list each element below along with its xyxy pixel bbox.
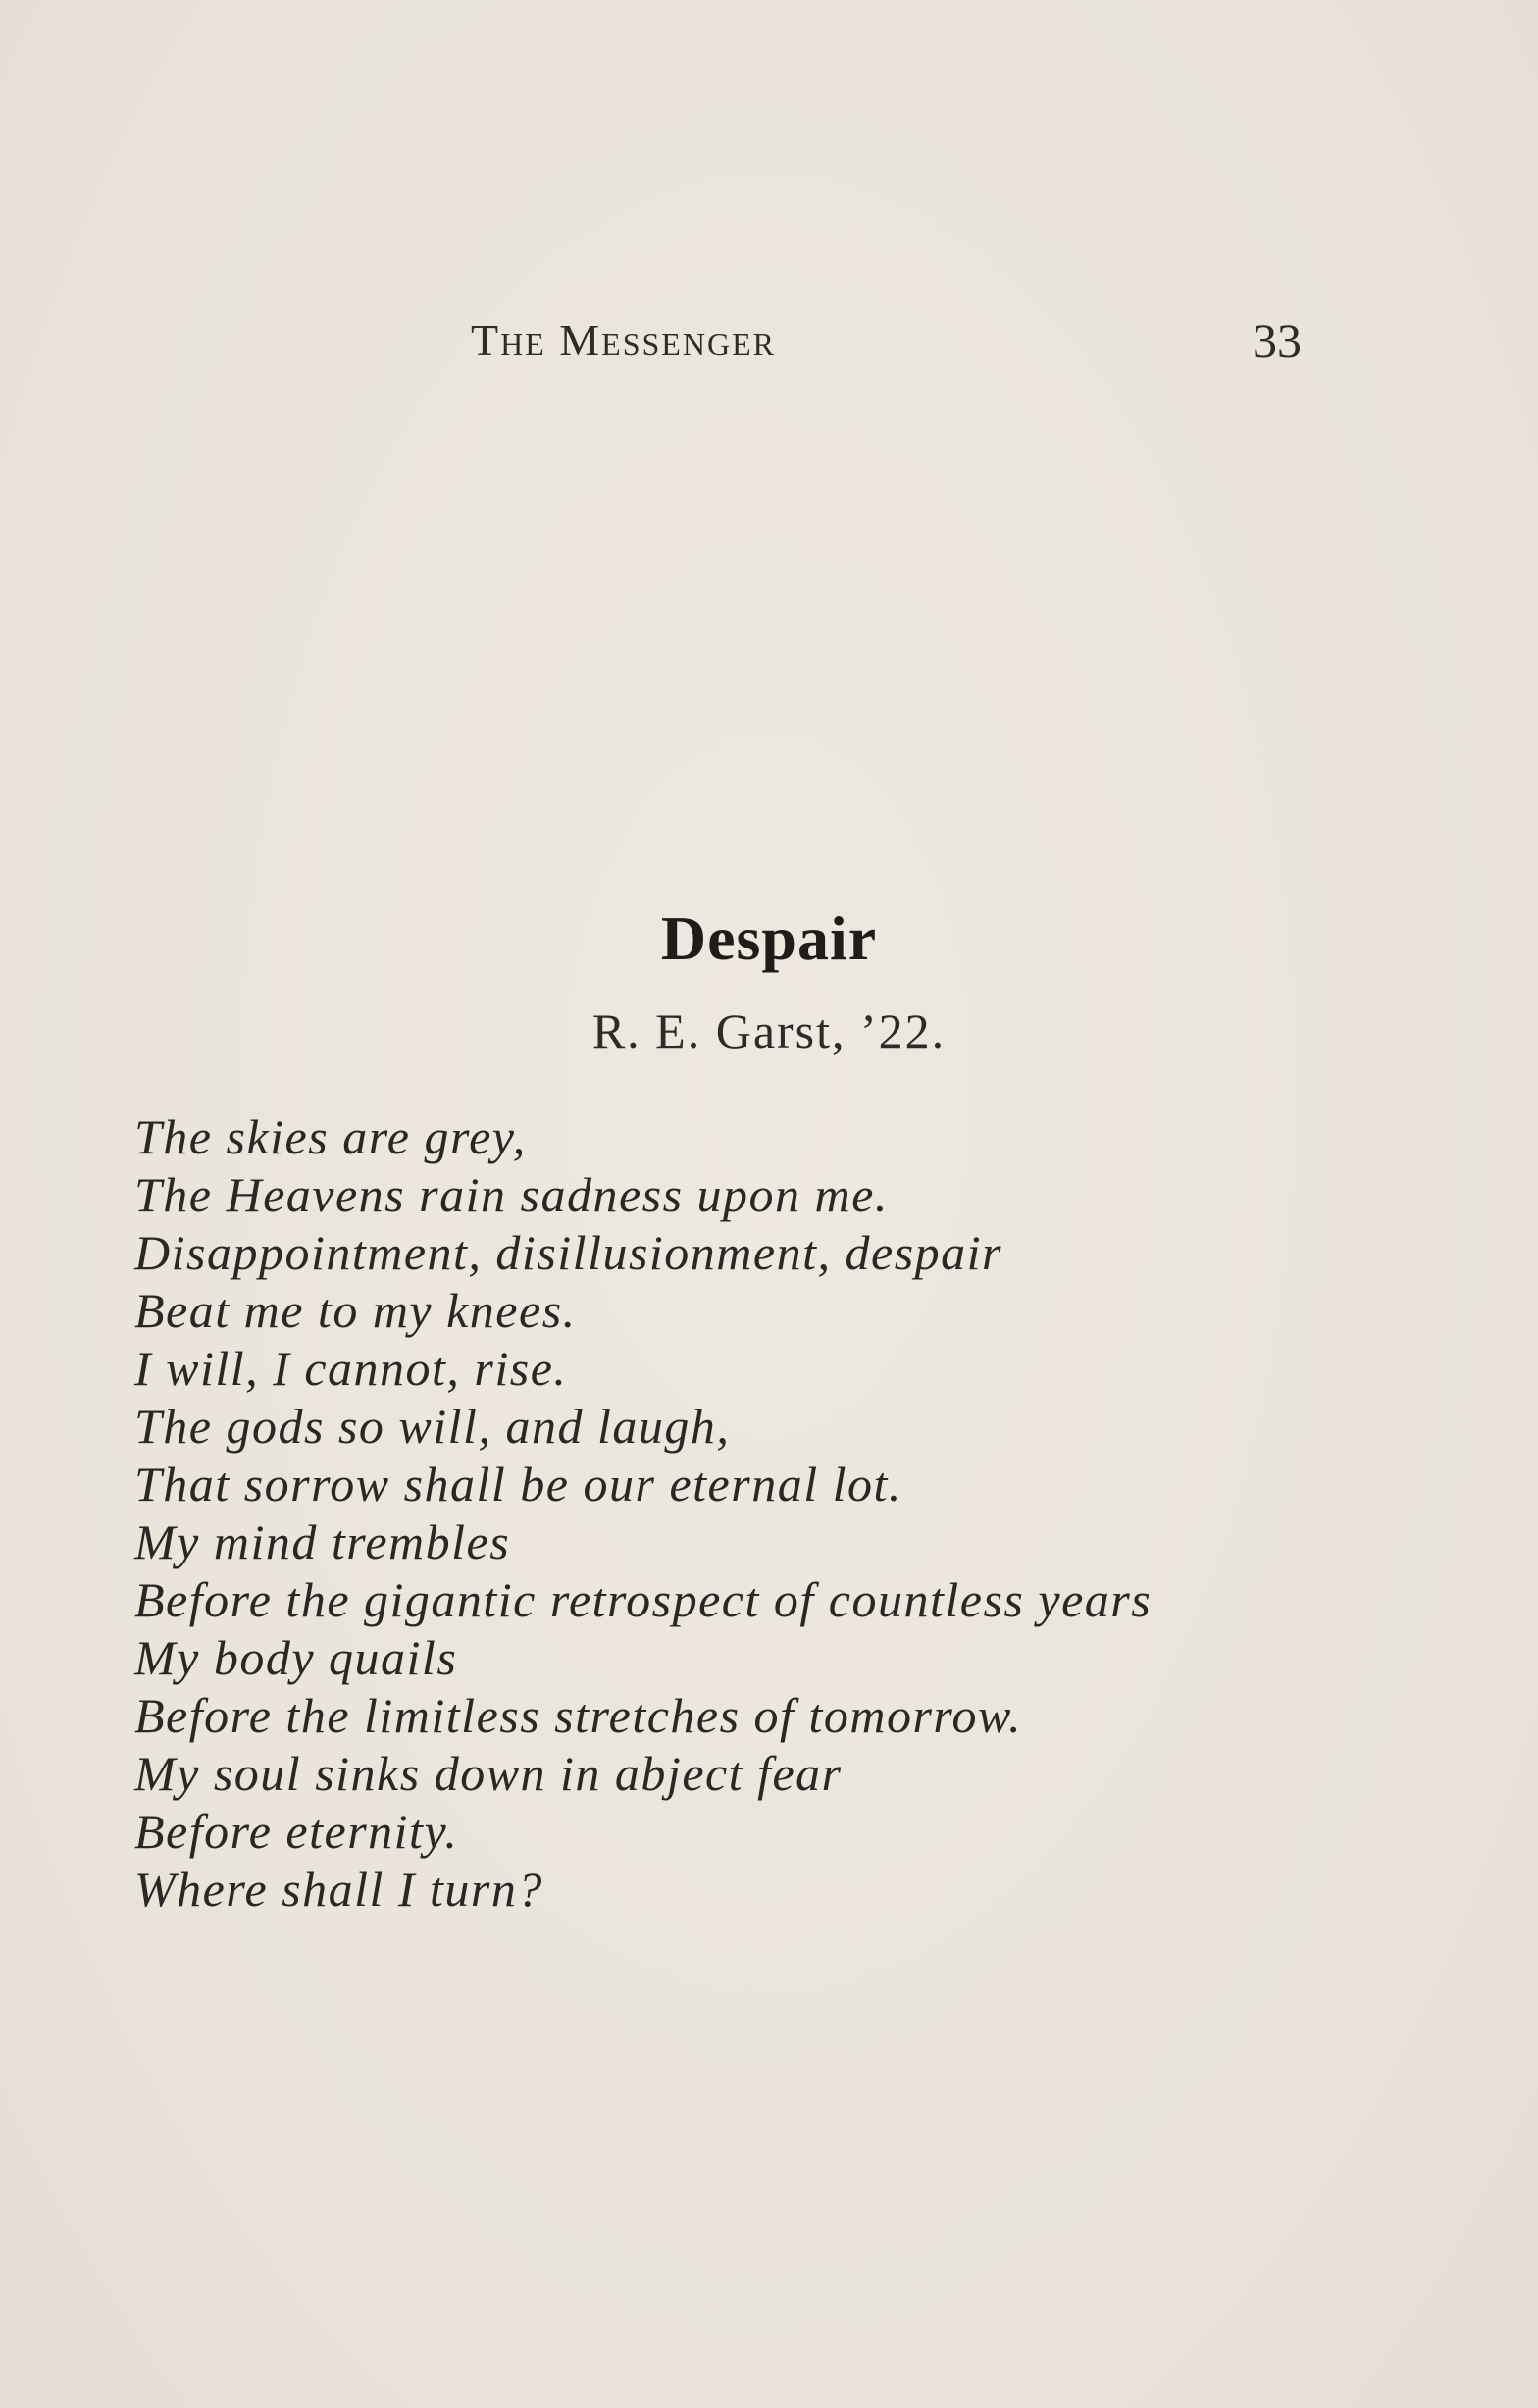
poem-line: My mind trembles bbox=[134, 1514, 511, 1569]
poem-line: Where shall I turn? bbox=[134, 1862, 543, 1917]
poem-line: That sorrow shall be our eternal lot. bbox=[134, 1457, 902, 1511]
poem-line: Before eternity. bbox=[134, 1804, 459, 1859]
poem-line: My body quails bbox=[134, 1630, 458, 1685]
poem-line: My soul sinks down in abject fear bbox=[134, 1746, 843, 1801]
poem-line: Beat me to my knees. bbox=[134, 1283, 577, 1338]
poem-title: Despair bbox=[660, 903, 878, 973]
page-number: 33 bbox=[1253, 313, 1302, 368]
poem-author: R. E. Garst, ’22. bbox=[591, 1003, 947, 1058]
poem-line: The gods so will, and laugh, bbox=[134, 1399, 731, 1454]
running-head: The Messenger bbox=[471, 315, 776, 365]
poem-line: Before the gigantic retrospect of countless years bbox=[134, 1572, 1153, 1627]
poem-line: The skies are grey, bbox=[134, 1109, 527, 1164]
poem-line: Before the limitless stretches of tomorrow. bbox=[134, 1688, 1023, 1743]
poem-line: I will, I cannot, rise. bbox=[134, 1341, 568, 1396]
poem-line: Disappointment, disillusionment, despair bbox=[134, 1225, 1002, 1280]
poem-body bbox=[134, 1108, 1152, 1919]
poem-line: The Heavens rain sadness upon me. bbox=[134, 1167, 889, 1222]
